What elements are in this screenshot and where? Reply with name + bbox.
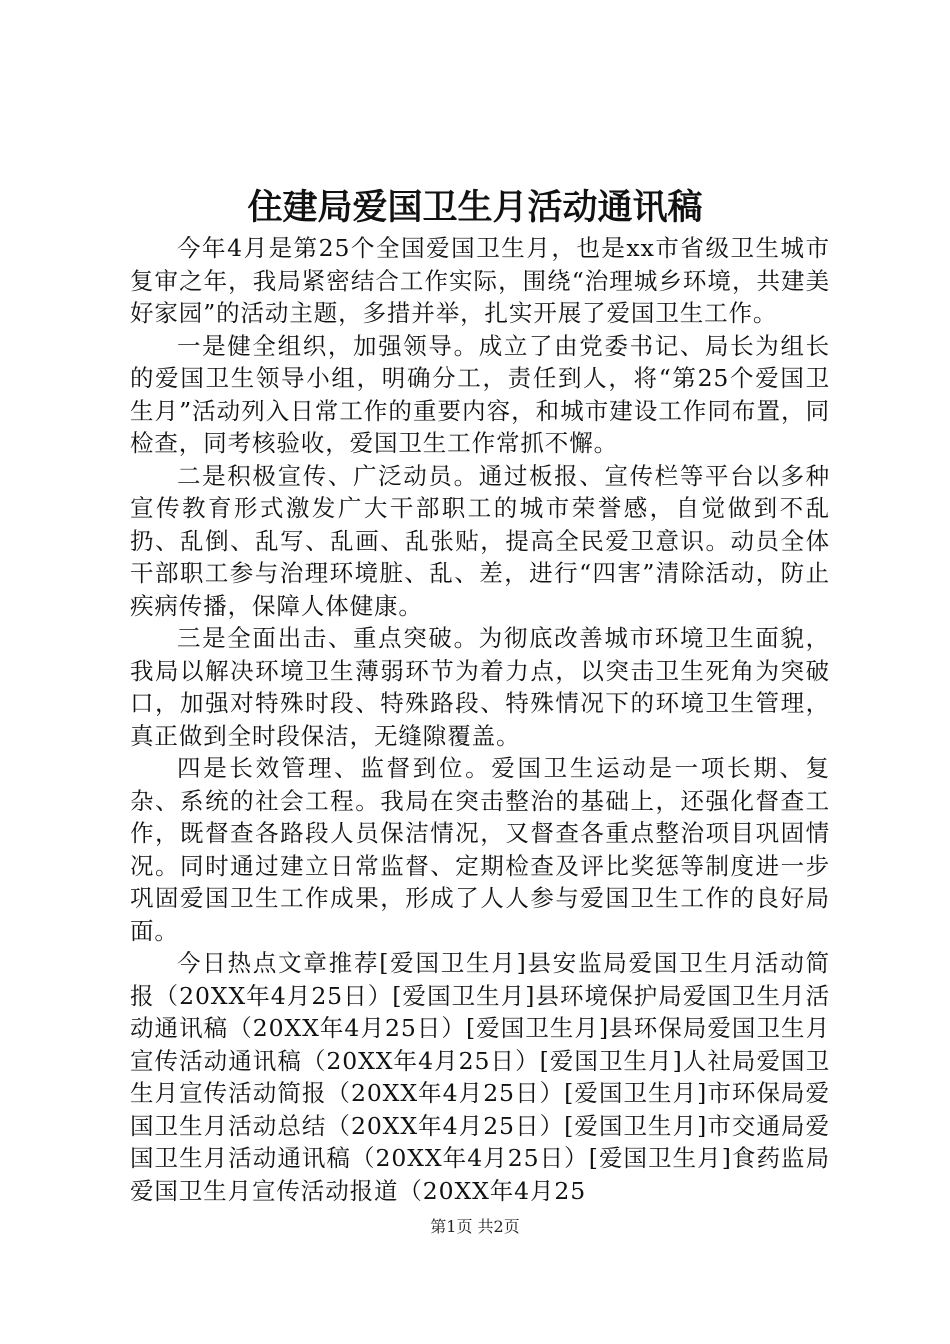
document-title: 住建局爱国卫生月活动通讯稿 [247,187,703,228]
paragraph-breakthrough: 三是全面出击、重点突破。为彻底改善城市环境卫生面貌，我局以解决环境卫生薄弱环节为着力点，以突击卫生死角为突破口，加强对特殊时段、特殊路段、特殊情况下的环境卫生管理，真正做到全时段保洁，无缝隙覆盖。 [130,624,830,750]
paragraph-management: 四是长效管理、监督到位。爱国卫生运动是一项长期、复杂、系统的社会工程。我局在突击整治的基础上，还强化督查工作，既督查各路段人员保洁情况，又督查各重点整治项目巩固情况。同时通过建立日常监督、定期检查及评比奖惩等制度进一步巩固爱国卫生工作成果，形成了人人参与爱国卫生工作的良好局面。 [130,754,830,945]
paragraph-organization: 一是健全组织，加强领导。成立了由党委书记、局长为组长的爱国卫生领导小组，明确分工，责任到人，将“第25个爱国卫生月”活动列入日常工作的重要内容，和城市建设工作同布置，同检查，同考核验收，爱国卫生工作常抓不懈。 [130,331,830,457]
page-number-footer: 第1页 共2页 [430,1217,520,1236]
paragraph-recommendations: 今日热点文章推荐[爱国卫生月]县安监局爱国卫生月活动简报（20XX年4月25日）[爱国卫生月]县环境保护局爱国卫生月活动通讯稿（20XX年4月25日）[爱国卫生月]县环保局爱国卫生月宣传活动通讯稿（20XX年4月25日）[爱国卫生月]人社局爱国卫生月宣传活动简报（20XX年4月25日）[爱国卫生月]市环保局爱国卫生月活动总结（20XX年4月25日）[爱国卫生月]市交通局爱国卫生月活动通讯稿（20XX年4月25日）[爱国卫生月]食药监局爱国卫生月宣传活动报道（20XX年4月25 [130,949,830,1205]
document-body [130,232,830,1207]
paragraph-publicity: 二是积极宣传、广泛动员。通过板报、宣传栏等平台以多种宣传教育形式激发广大干部职工的城市荣誉感，自觉做到不乱扔、乱倒、乱写、乱画、乱张贴，提高全民爱卫意识。动员全体干部职工参与治理环境脏、乱、差，进行“四害”清除活动，防止疾病传播，保障人体健康。 [130,461,830,620]
paragraph-intro: 今年4月是第25个全国爱国卫生月，也是xx市省级卫生城市复审之年，我局紧密结合工作实际，围绕“治理城乡环境，共建美好家园”的活动主题，多措并举，扎实开展了爱国卫生工作。 [130,234,830,327]
